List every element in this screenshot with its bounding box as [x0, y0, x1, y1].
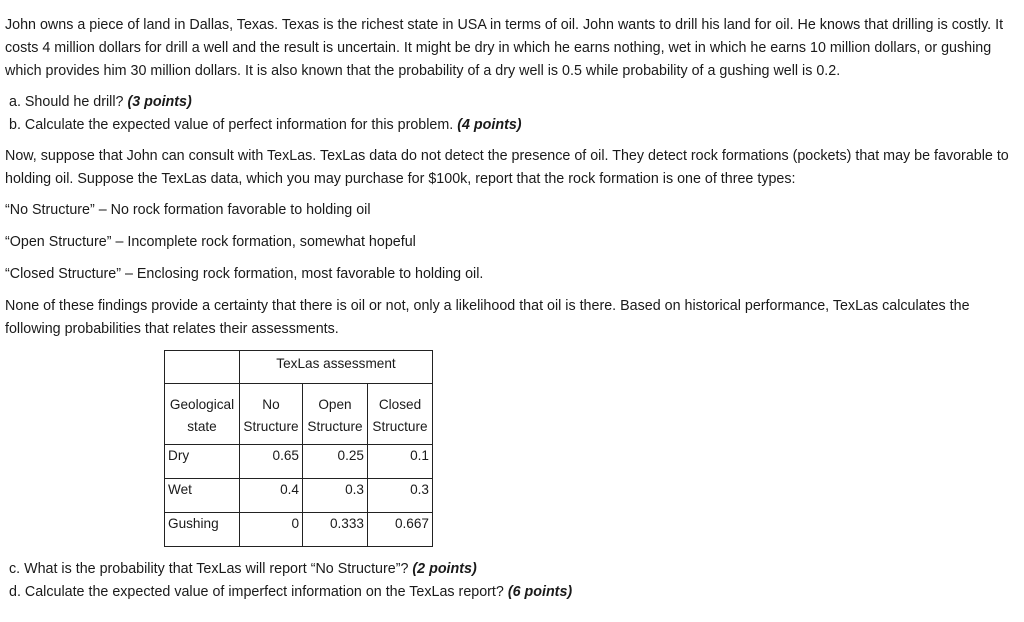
table-cell: 0.3	[368, 479, 433, 513]
column-header-no-structure	[240, 384, 303, 445]
question-d	[9, 581, 1015, 604]
table-cell: 0	[240, 513, 303, 547]
table-cell: 0.667	[368, 513, 433, 547]
probability-table	[164, 350, 433, 547]
question-d-text: d. Calculate the expected value of imperfect information on the TexLas report?	[9, 584, 508, 600]
likelihood-paragraph: None of these findings provide a certainty that there is oil or not, only a likelihood that oil is there. Based on historical performance, TexLas calculates the following probabilities that relates their assessments.	[5, 298, 970, 337]
table-cell: 0.25	[303, 445, 368, 479]
structure-no: “No Structure” – No rock formation favorable to holding oil	[5, 202, 371, 218]
column-header-open-structure	[303, 384, 368, 445]
table-title-row	[165, 351, 433, 384]
question-c-text: c. What is the probability that TexLas will report “No Structure”?	[9, 561, 413, 577]
table-header-row	[165, 384, 433, 445]
table-row-dry	[165, 445, 433, 479]
table-row-wet	[165, 479, 433, 513]
table-cell: 0.65	[240, 445, 303, 479]
intro-paragraph: John owns a piece of land in Dallas, Texas. Texas is the richest state in USA in terms of oil. John wants to drill his land for oil. He knows that drilling is costly. It costs 4 million dollars for drill a well and the result is uncertain. It might be dry in which he earns nothing, wet in which he earns 10 million dollars, or gushing which provides him 30 million dollars. It is also known that the probability of a dry well is 0.5 while probability of a gushing well is 0.2.	[5, 17, 1004, 79]
table-cell: 0.4	[240, 479, 303, 513]
question-a	[9, 91, 1015, 114]
row-header-label-line2: state	[187, 419, 217, 434]
column-header-line2: Structure	[243, 419, 299, 434]
column-header-closed-structure	[368, 384, 433, 445]
question-list-cd	[5, 558, 1015, 604]
row-label-dry: Dry	[165, 445, 240, 479]
question-a-points: (3 points)	[127, 94, 192, 110]
question-list-ab	[5, 91, 1015, 137]
table-title: TexLas assessment	[240, 351, 433, 384]
row-header-label	[165, 384, 240, 445]
question-c	[9, 558, 1015, 581]
column-header-line2: Structure	[372, 419, 428, 434]
row-label-wet: Wet	[165, 479, 240, 513]
table-cell: 0.333	[303, 513, 368, 547]
column-header-line2: Structure	[307, 419, 363, 434]
question-c-points: (2 points)	[412, 561, 477, 577]
question-b-points: (4 points)	[457, 117, 522, 133]
column-header-line1: No	[262, 397, 280, 412]
table-cell: 0.1	[368, 445, 433, 479]
question-b	[9, 114, 1015, 137]
document-page	[5, 14, 1015, 604]
structure-closed: “Closed Structure” – Enclosing rock formation, most favorable to holding oil.	[5, 266, 484, 282]
question-d-points: (6 points)	[507, 584, 573, 600]
table-cell: 0.3	[303, 479, 368, 513]
column-header-line1: Closed	[378, 397, 422, 412]
table-row-gushing	[165, 513, 433, 547]
column-header-line1: Open	[318, 397, 352, 412]
structure-open: “Open Structure” – Incomplete rock formation, somewhat hopeful	[5, 234, 416, 250]
table-corner-cell	[165, 351, 240, 384]
question-b-text: b. Calculate the expected value of perfect information for this problem.	[9, 117, 458, 133]
question-a-text: a. Should he drill?	[9, 94, 128, 110]
texlas-paragraph: Now, suppose that John can consult with TexLas. TexLas data do not detect the presence of oil. They detect rock formations (pockets) that may be favorable to holding oil. Suppose the TexLas data, which you may purchase for $100k, report that the rock formation is one of three types:	[5, 148, 1009, 187]
row-label-gushing: Gushing	[165, 513, 240, 547]
row-header-label-line1: Geological	[169, 397, 235, 412]
